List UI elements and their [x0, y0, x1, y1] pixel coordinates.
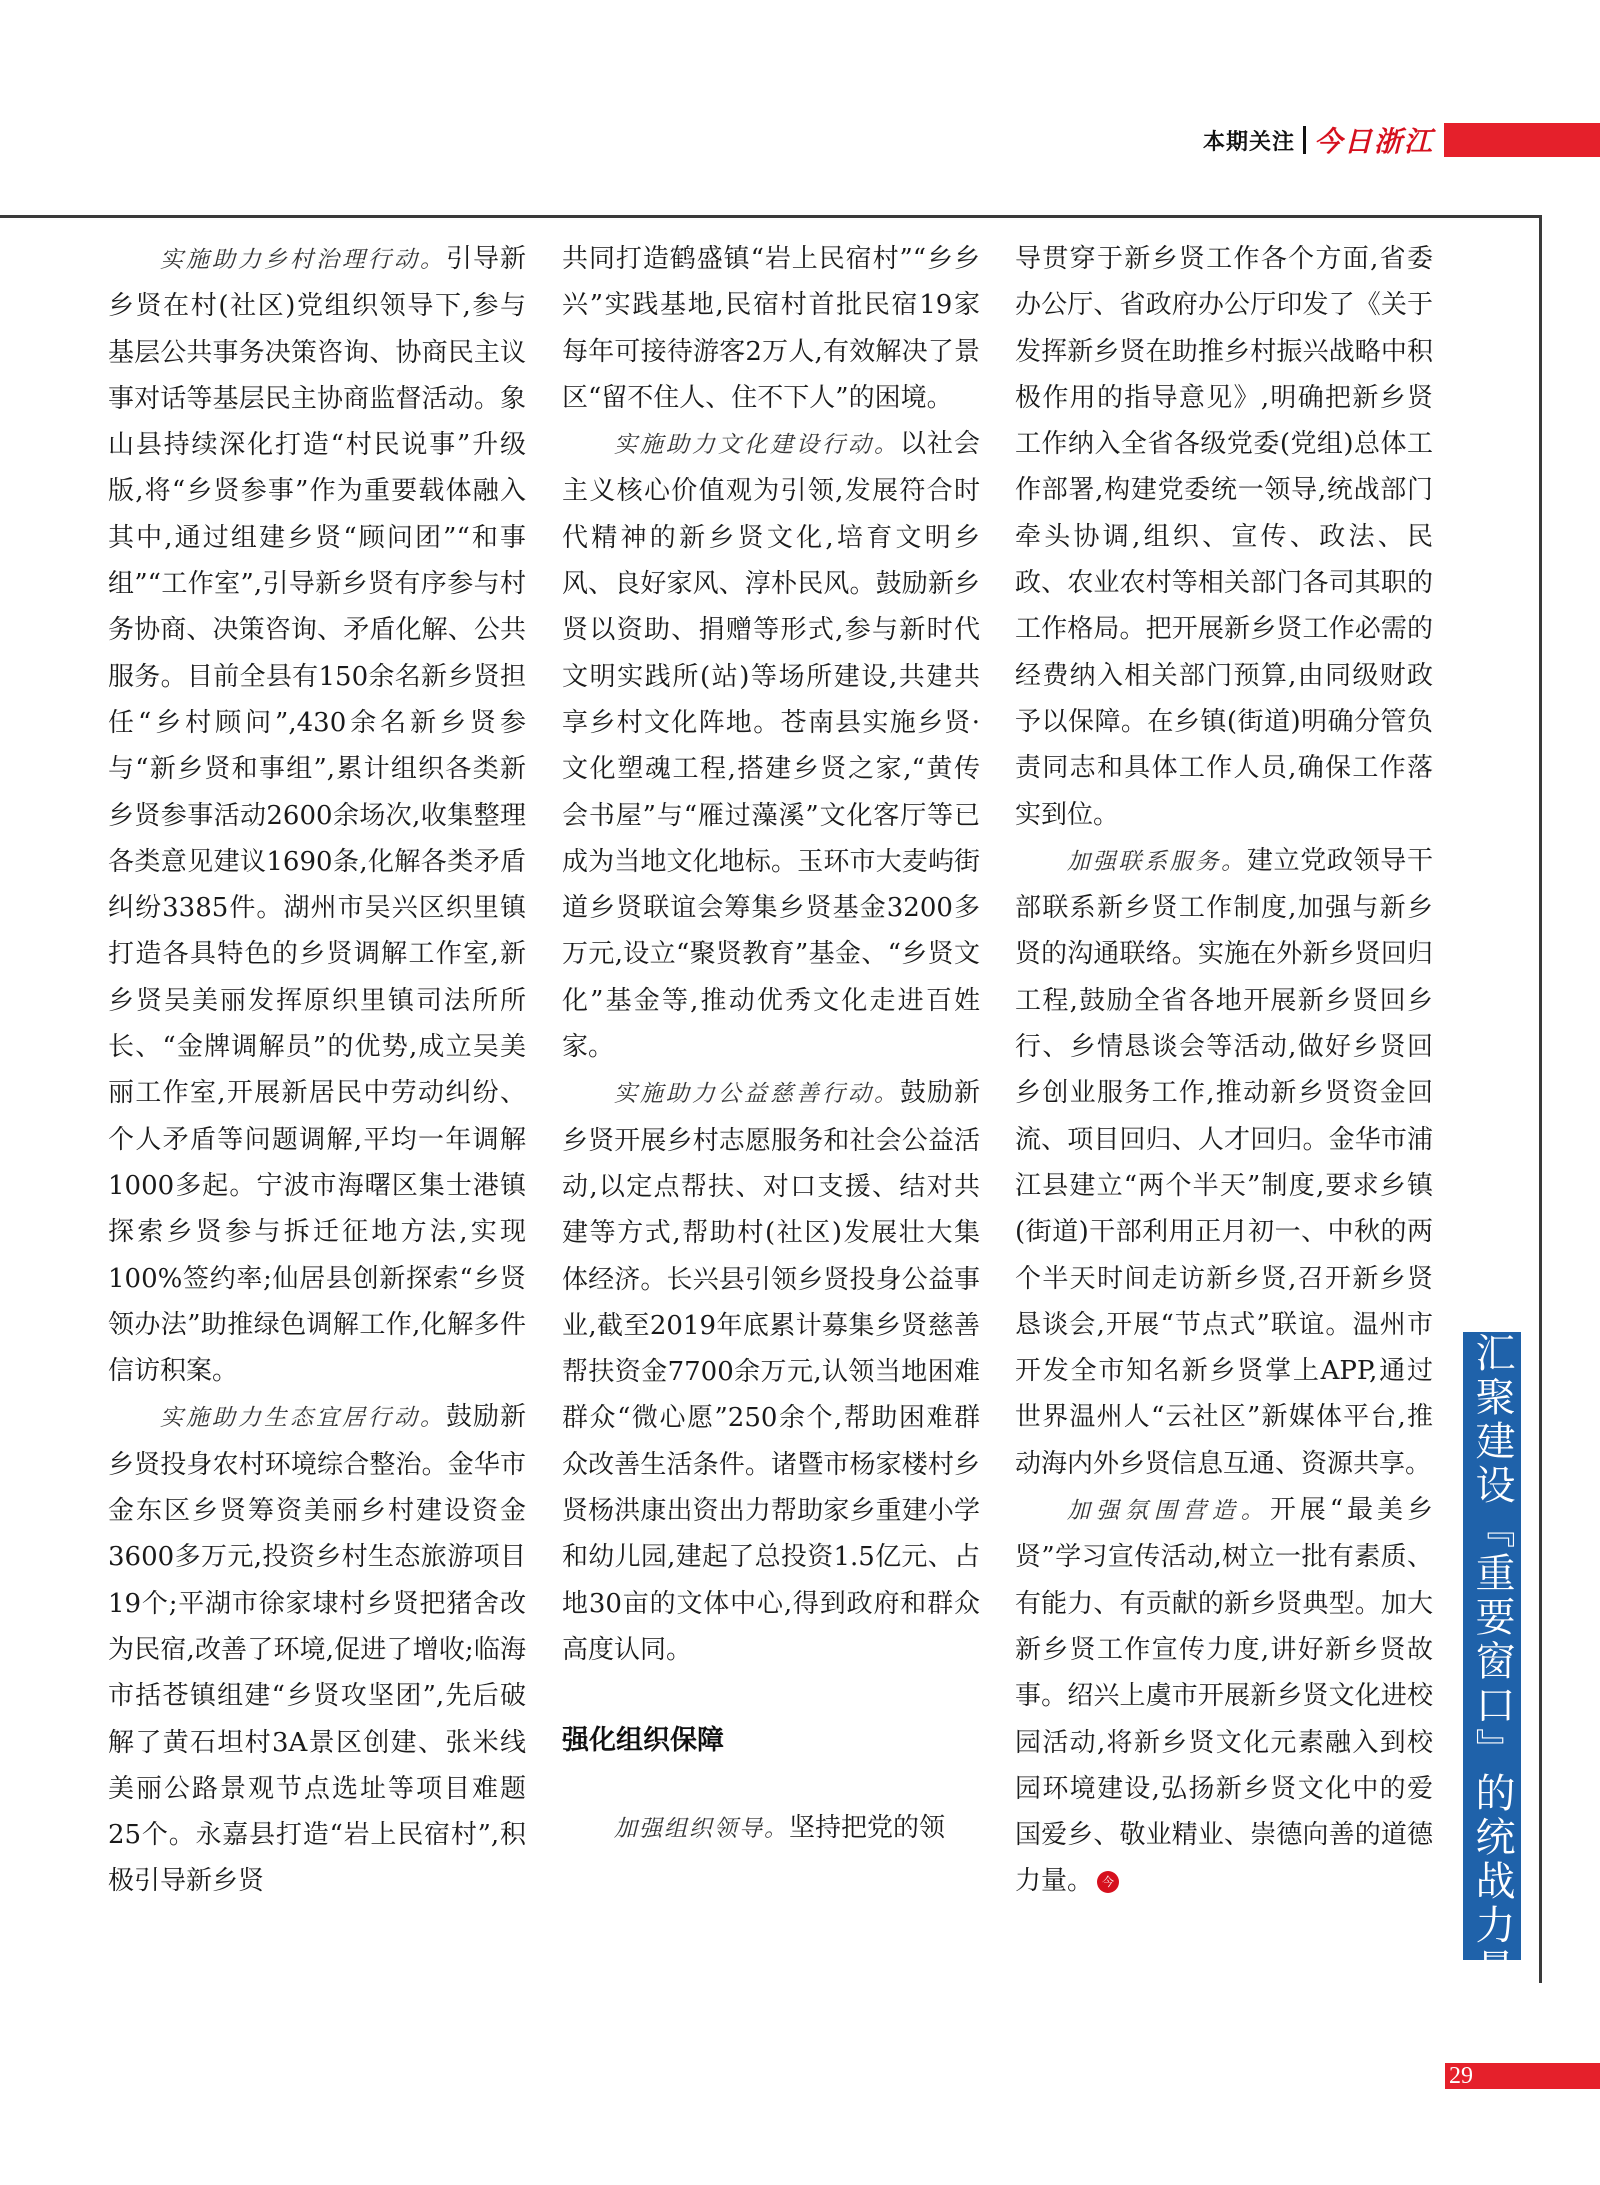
text-column-2 [562, 236, 980, 1853]
paragraph [562, 1070, 980, 1673]
paragraph-lead: 加强组织领导。 [614, 1816, 789, 1843]
paragraph-text: 开展“最美乡贤”学习宣传活动,树立一批有素质、有能力、有贡献的新乡贤典型。加大新乡贤工作宣传力度,讲好新乡贤故事。绍兴上虞市开展新乡贤文化进校园活动,将新乡贤文化元素融入到校园环境建设,弘扬新乡贤文化中的爱国爱乡、敬业精业、崇德向善的道德力量。 [1015, 1495, 1433, 1897]
top-rule [0, 215, 1542, 218]
text-column-1 [108, 236, 526, 1905]
paragraph [108, 1394, 526, 1904]
paragraph [562, 421, 980, 1070]
side-banner-title: 汇聚建设『重要窗口』的统战力量 [1469, 1332, 1515, 1992]
paragraph-lead: 加强氛围营造。 [1067, 1498, 1270, 1525]
paragraph-lead: 加强联系服务。 [1067, 848, 1247, 875]
paragraph [562, 1805, 980, 1852]
header-red-bar [1444, 123, 1600, 157]
paragraph-lead: 实施助力文化建设行动。 [614, 432, 900, 459]
paragraph-text: 坚持把党的领 [789, 1813, 946, 1844]
paragraph-lead: 实施助力公益慈善行动。 [614, 1081, 900, 1108]
page-number: 29 [1449, 2063, 1473, 2089]
section-heading: 强化组织保障 [562, 1725, 724, 1757]
header-divider [1303, 126, 1306, 154]
paragraph [108, 236, 526, 1394]
paragraph [1015, 838, 1433, 1487]
paragraph-text: 建立党政领导干部联系新乡贤工作制度,加强与新乡贤的沟通联络。实施在外新乡贤回归工程,鼓励全省各地开展新乡贤回乡行、乡情恳谈会等活动,做好乡贤回乡创业服务工作,推动新乡贤资金回流、项目回归、人才回归。金华市浦江县建立“两个半天”制度,要求乡镇(街道)干部利用正月初一、中秋的两个半天时间走访新乡贤,召开新乡贤恳谈会,开展“节点式”联谊。温州市开发全市知名新乡贤掌上APP,通过世界温州人“云社区”新媒体平台,推动海内外乡贤信息互通、资源共享。 [1015, 845, 1433, 1479]
paragraph-text: 引导新乡贤在村(社区)党组织领导下,参与基层公共事务决策咨询、协商民主议事对话等基层民主协商监督活动。象山县持续深化打造“村民说事”升级版,将“乡贤参事”作为重要载体融入其中,通过组建乡贤“顾问团”“和事组”“工作室”,引导新乡贤有序参与村务协商、决策咨询、矛盾化解、公共服务。目前全县有150余名新乡贤担任“乡村顾问”,430余名新乡贤参与“新乡贤和事组”,累计组织各类新乡贤参事活动2600余场次,收集整理各类意见建议1690条,化解各类矛盾纠纷3385件。湖州市吴兴区织里镇打造各具特色的乡贤调解工作室,新乡贤吴美丽发挥原织里镇司法所所长、“金牌调解员”的优势,成立吴美丽工作室,开展新居民中劳动纠纷、个人矛盾等问题调解,平均一年调解1000多起。宁波市海曙区集士港镇探索乡贤参与拆迁征地方法,实现100%签约率;仙居县创新探索“乡贤领办法”助推绿色调解工作,化解多件信访积案。 [108, 244, 526, 1387]
paragraph-text: 以社会主义核心价值观为引领,发展符合时代精神的新乡贤文化,培育文明乡风、良好家风、淳朴民风。鼓励新乡贤以资助、捐赠等形式,参与新时代文明实践所(站)等场所建设,共建共享乡村文化阵地。苍南县实施乡贤·文化塑魂工程,搭建乡贤之家,“黄传会书屋”与“雁过藻溪”文化客厅等已成为当地文化地标。玉环市大麦屿街道乡贤联谊会筹集乡贤基金3200多万元,设立“聚贤教育”基金、“乡贤文化”基金等,推动优秀文化走进百姓家。 [562, 429, 980, 1063]
text-column-3 [1015, 236, 1433, 1905]
magazine-logo: 今日浙江 [1313, 125, 1434, 158]
paragraph-text: 鼓励新乡贤开展乡村志愿服务和社会公益活动,以定点帮扶、对口支援、结对共建等方式,帮助村(社区)发展壮大集体经济。长兴县引领乡贤投身公益事业,截至2019年底累计募集乡贤慈善帮扶资金7700余万元,认领当地困难群众“微心愿”250余个,帮助困难群众改善生活条件。诸暨市杨家楼村乡贤杨洪康出资出力帮助家乡重建小学和幼儿园,建起了总投资1.5亿元、占地30亩的文体中心,得到政府和群众高度认同。 [562, 1078, 980, 1665]
right-rule [1539, 215, 1542, 1983]
paragraph [1015, 1487, 1433, 1905]
paragraph: 导贯穿于新乡贤工作各个方面,省委办公厅、省政府办公厅印发了《关于发挥新乡贤在助推乡村振兴战略中积极作用的指导意见》,明确把新乡贤工作纳入全省各级党委(党组)总体工作部署,构建党委统一领导,统战部门牵头协调,组织、宣传、政法、民政、农业农村等相关部门各司其职的工作格局。把开展新乡贤工作必需的经费纳入相关部门预算,由同级财政予以保障。在乡镇(街道)明确分管负责同志和具体工作人员,确保工作落实到位。 [1015, 244, 1433, 830]
section-label: 本期关注 [1202, 129, 1295, 155]
paragraph-lead: 实施助力生态宜居行动。 [160, 1405, 446, 1432]
paragraph-lead: 实施助力乡村治理行动。 [160, 247, 446, 273]
article-end-icon: 今 [1097, 1871, 1119, 1893]
paragraph-text: 鼓励新乡贤投身农村环境综合整治。金华市金东区乡贤筹资美丽乡村建设资金3600多万元,投资乡村生态旅游项目19个;平湖市徐家埭村乡贤把猪舍改为民宿,改善了环境,促进了增收;临海市括苍镇组建“乡贤攻坚团”,先后破解了黄石坦村3A景区创建、张米线美丽公路景观节点选址等项目难题25个。永嘉县打造“岩上民宿村”,积极引导新乡贤 [108, 1402, 526, 1897]
paragraph: 共同打造鹤盛镇“岩上民宿村”“乡乡兴”实践基地,民宿村首批民宿19家每年可接待游客2万人,有效解决了景区“留不住人、住不下人”的困境。 [562, 244, 980, 413]
side-banner [1463, 1332, 1521, 1992]
page-header [1203, 122, 1600, 158]
